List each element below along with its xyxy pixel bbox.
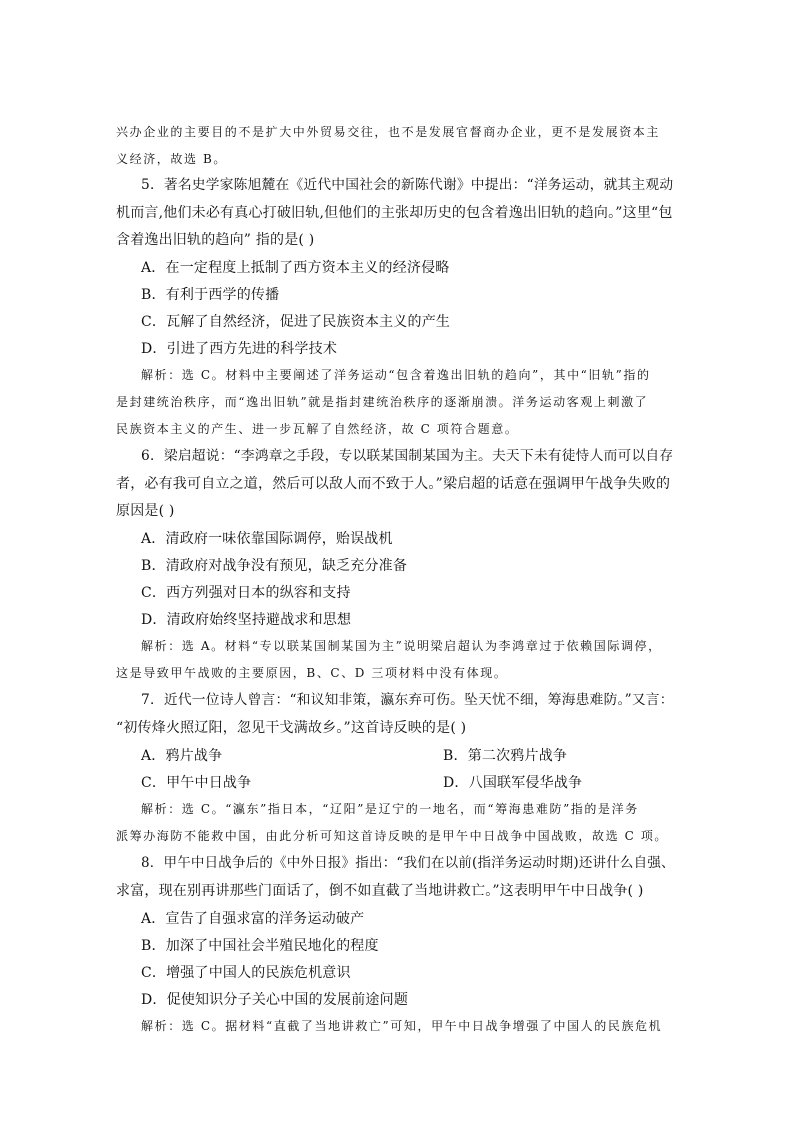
question-7-analysis-line-1: 解析：选 C。“瀛东”指日本，“辽阳”是辽宁的一地名，而“筹海患难防”指的是洋务 [141,802,639,816]
question-7-option-a: A．鸦片战争 [141,748,223,764]
question-6-option-d: D．清政府始终坚持避战求和思想 [141,612,352,628]
question-5-stem-line-2: 机而言,他们未必有真心打破旧轨,但他们的主张却历史的包含着逸出旧轨的趋向。”这里“包 [116,205,673,221]
question-5-option-a: A．在一定程度上抵制了西方资本主义的经济侵略 [141,260,450,276]
question-8-option-b: B．加深了中国社会半殖民地化的程度 [141,938,379,954]
question-6-stem-line-1: 6．梁启超说：“李鸿章之手段，专以联某国制某国为主。夫天下未有徒恃人而可以自存 [141,448,674,464]
question-5-option-c: C．瓦解了自然经济，促进了民族资本主义的产生 [141,314,451,330]
question-7-analysis-line-2: 派筹办海防不能救中国，由此分析可知这首诗反映的是甲午中日战争中国战败，故选 C 项。 [116,829,669,843]
question-7-option-c: C．甲午中日战争 [141,775,252,791]
question-5-stem-line-1: 5．著名史学家陈旭麓在《近代中国社会的新陈代谢》中提出：“洋务运动，就其主观动 [141,177,674,193]
question-8-option-a: A．宣告了自强求富的洋务运动破产 [141,911,365,927]
question-8-stem-line-2: 求富，现在别再讲那些门面话了，倒不如直截了当地讲救亡。”这表明甲午中日战争( ) [116,883,644,899]
question-5-analysis-line-3: 民族资本主义的产生、进一步瓦解了自然经济，故 C 项符合题意。 [116,422,519,436]
question-8-option-d: D．促使知识分子关心中国的发展前途问题 [141,992,409,1008]
question-5-analysis-line-2: 是封建统治秩序，而“逸出旧轨”就是指封建统治秩序的逐渐崩溃。洋务运动客观上刺激了 [116,395,649,409]
question-8-analysis-line-1: 解析：选 C。据材料“直截了当地讲救亡”可知，甲午中日战争增强了中国人的民族危机 [141,1019,663,1033]
analysis-continuation-line-1: 兴办企业的主要目的不是扩大中外贸易交往，也不是发展官督商办企业，更不是发展资本主 [116,125,661,139]
question-7-stem-line-1: 7．近代一位诗人曾言：“和议知非策，瀛东弃可伤。坠天忧不细，筹海患难防。”又言： [141,692,674,708]
analysis-continuation-line-2: 义经济，故选 B。 [116,152,228,166]
question-6-stem-line-3: 原因是( ) [116,503,175,519]
question-6-analysis-line-1: 解析：选 A。材料“专以联某国制某国为主”说明梁启超认为李鸿章过于依赖国际调停， [141,639,662,653]
question-8-option-c: C．增强了中国人的民族危机意识 [141,965,351,981]
question-6-option-c: C．西方列强对日本的纵容和支持 [141,585,351,601]
question-5-option-d: D．引进了西方先进的科学技术 [141,341,338,357]
question-5-analysis-line-1: 解析：选 C。材料中主要阐述了洋务运动“包含着逸出旧轨的趋向”，其中“旧轨”指的 [141,368,651,382]
question-6-stem-line-2: 者，必有我可自立之道，然后可以敌人而不致于人。”梁启超的话意在强调甲午战争失败的 [116,476,671,492]
question-5-stem-line-3: 含着逸出旧轨的趋向” 指的是( ) [116,232,315,248]
question-5-option-b: B．有利于西学的传播 [141,287,280,303]
question-7-option-b: B．第二次鸦片战争 [443,748,568,764]
question-6-option-a: A．清政府一味依靠国际调停，贻误战机 [141,531,393,547]
question-7-stem-line-2: “初传烽火照辽阳，忽见干戈满故乡。”这首诗反映的是( ) [116,720,467,736]
question-6-option-b: B．清政府对战争没有预见，缺乏充分准备 [141,558,408,574]
question-8-stem-line-1: 8．甲午中日战争后的《中外日报》指出：“我们在以前(指洋务运动时期)还讲什么自强、 [141,855,675,871]
question-6-analysis-line-2: 这是导致甲午战败的主要原因，B、C、D 三项材料中没有体现。 [116,666,508,680]
question-7-option-d: D．八国联军侵华战争 [443,775,583,791]
